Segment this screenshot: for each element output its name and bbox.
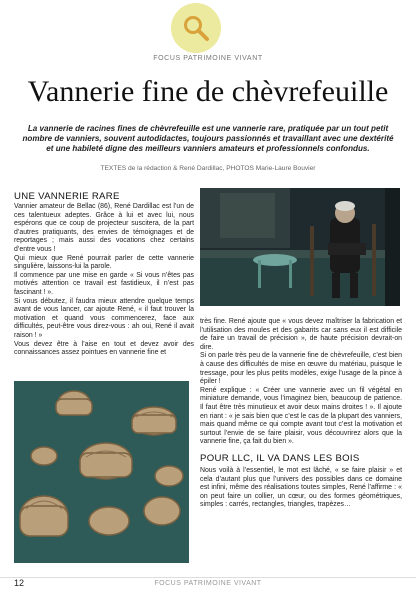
article-lede: La vannerie de racines fines de chèvrefeuille est une vannerie rare, pratiquée par un tout petit nombre de vanniers, souvent autodidactes, toujours passionnés et travaillant avec une dextérité et une habileté digne des meilleurs vanniers amateurs et professionnels confondus. — [22, 124, 394, 153]
photo-rene-at-work — [200, 188, 400, 306]
paragraph: Vannier amateur de Bellac (86), René Dardillac est l’un de ces talentueux adeptes. Grâce à lui et avec lui, nous espérons que ce coup de projecteur suscitera, de la part d’autres pratiquants, des envies de témoignages et de reportages ; mais aussi des vocations chez certains d’entre vous ! — [14, 203, 194, 253]
paragraph: très fine. René ajoute que « vous devez maîtriser la fabrication et l’utilisation des moules et des gabarits car sans eux il est difficile de faire un travail de précision », de haute précision devrait-on dire. — [200, 318, 402, 351]
photo-baskets — [14, 381, 189, 563]
page-number: 12 — [14, 578, 25, 588]
left-column-text — [14, 203, 194, 358]
article-credits: TEXTES de la rédaction & René Dardillac, PHOTOS Marie-Laure Bouvier — [100, 165, 316, 172]
section-badge — [171, 3, 221, 53]
paragraph: Il commence par une mise en garde « Si vous n’êtes pas motivés attention ce travail est fastidieux, il n’est pas fascinant ! ». — [14, 271, 194, 296]
paragraph: René explique : « Créer une vannerie avec un fil végétal en miniature demande, vous l’imaginez bien, beaucoup de patience. Il faut être très minutieux et avoir deux mains droites ! ». Il ajoute en riant : « je sais bien que c’est le cas de la plupart des vanniers, mais quand même ce qui compte avant tout c’est la motivation et surtout l’envie de se faire plaisir, vous découvrirez alors que la vannerie fine, ça fait du bien ». — [200, 386, 402, 446]
right-column-text — [200, 318, 402, 510]
footer-label: FOCUS PATRIMOINE VIVANT — [154, 580, 262, 587]
paragraph: Nous voilà à l’essentiel, le mot est lâché, « se faire plaisir » et cela d’autant plus que l’univers des possibles dans ce domaine est infini, même des réalisations toutes simples, René l’affirme : « on peut faire un collier, un cœur, ou des formes géométriques, simples : carrés, rectangles, triangles, trapèzes… — [200, 466, 402, 509]
paragraph: Si vous débutez, il faudra mieux attendre quelque temps avant de vous lancer, car ajoute René, « il faut trouver la motivation et quand vous commencerez, face aux difficultés, peut-être vous direz-vous : ah oui, René il avait raison ! » — [14, 297, 194, 339]
paragraph: Qui mieux que René pourrait parler de cette vannerie singulière, laissons-lui la parole. — [14, 254, 194, 271]
section-heading-llc: POUR LLC, IL VA DANS LES BOIS — [200, 452, 360, 464]
section-heading-vannerie-rare: UNE VANNERIE RARE — [14, 191, 120, 202]
article-title: Vannerie fine de chèvrefeuille — [27, 75, 389, 108]
section-kicker: FOCUS PATRIMOINE VIVANT — [153, 55, 263, 62]
paragraph: Vous devez être à l’aise en tout et devez avoir des connaissances assez pointues en vannerie fine et — [14, 340, 194, 357]
magnifier-icon — [181, 13, 211, 43]
paragraph: Si on parle très peu de la vannerie fine de chèvrefeuille, c’est bien à cause des difficultés de mise en œuvre du matériau, puisque le tressage, pour les plus petits modèles, exige l’usage de la pince à épiler ! — [200, 352, 402, 386]
footer-rule — [0, 577, 416, 578]
